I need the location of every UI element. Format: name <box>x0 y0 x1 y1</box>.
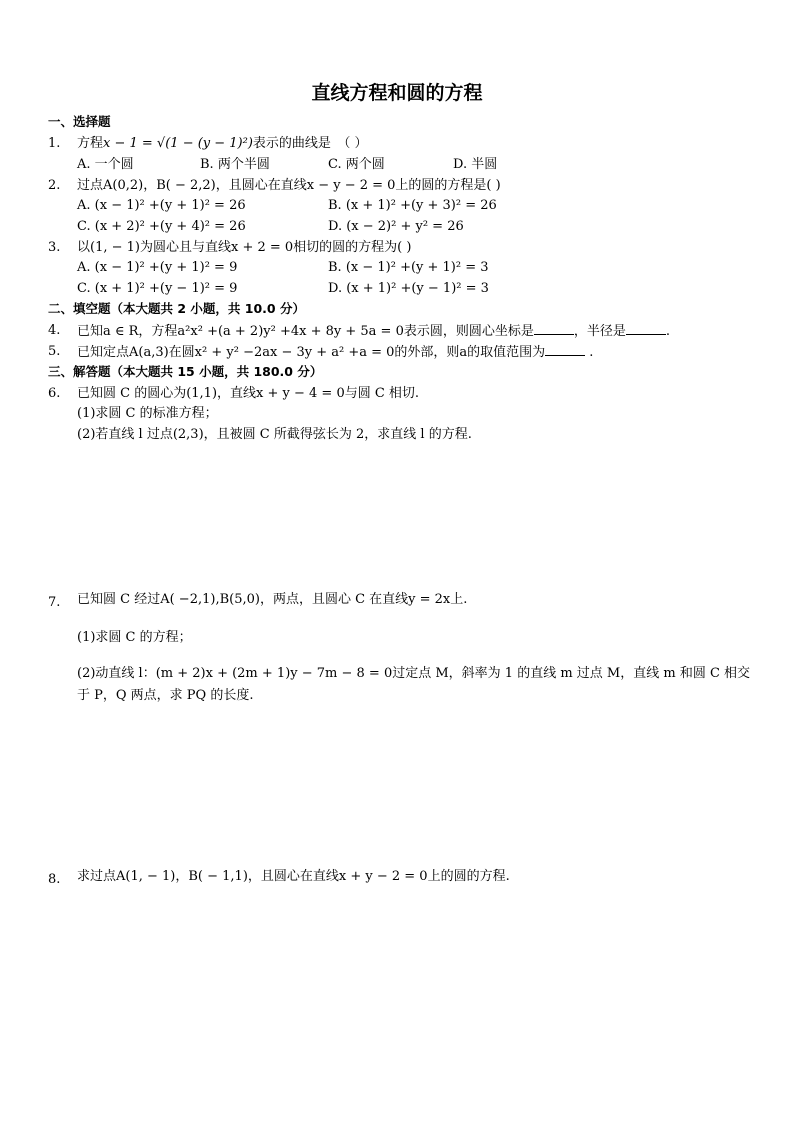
question-number: 5. <box>48 344 61 359</box>
question-4-stem <box>77 322 670 341</box>
option-c: C. 两个圆 <box>328 157 385 172</box>
option-c: C. (x + 1)² +(y − 1)² = 9 <box>77 281 238 296</box>
question-number: 3. <box>48 240 61 255</box>
option-d: D. 半圆 <box>453 157 498 172</box>
question-2-stem: 过点A(0,2)，B( − 2,2)，且圆心在直线x − y − 2 = 0上的圆的方程是( ) <box>77 178 501 193</box>
option-a: A. (x − 1)² +(y + 1)² = 26 <box>77 198 246 213</box>
question-6-part-2: (2)若直线 l 过点(2,3)，且被圆 C 所截得弦长为 2，求直线 l 的方程. <box>77 427 472 442</box>
stem-text: 方程 <box>77 136 104 151</box>
question-7-part-2: (2)动直线 l：(m + 2)x + (2m + 1)y − 7m − 8 = 0过定点 M，斜率为 1 的直线 m 过点 M，直线 m 和圆 C 相交 <box>77 666 751 681</box>
option-b: B. (x + 1)² +(y + 3)² = 26 <box>328 198 497 213</box>
question-number: 4. <box>48 323 61 338</box>
section-heading-choice: 一、选择题 <box>48 114 111 129</box>
option-a: A. (x − 1)² +(y + 1)² = 9 <box>77 260 238 275</box>
question-6-stem: 已知圆 C 的圆心为(1,1)，直线x + y − 4 = 0与圆 C 相切. <box>77 386 420 401</box>
answer-blank[interactable] <box>534 322 574 335</box>
option-a: A. 一个圆 <box>77 157 134 172</box>
answer-blank[interactable] <box>545 343 585 356</box>
option-b: B. 两个半圆 <box>200 157 270 172</box>
option-d: D. (x + 1)² +(y − 1)² = 3 <box>328 281 489 296</box>
question-5-stem <box>77 343 593 362</box>
question-3-stem: 以(1, − 1)为圆心且与直线x + 2 = 0相切的圆的方程为( ) <box>77 240 412 255</box>
question-6-part-1: (1)求圆 C 的标准方程； <box>77 406 218 421</box>
stem-text: 已知定点A(a,3)在圆x² + y² −2ax − 3y + a² +a = 0的外部，则a的取值范围为 <box>77 345 546 360</box>
option-b: B. (x − 1)² +(y + 1)² = 3 <box>328 260 489 275</box>
section-heading-solve: 三、解答题（本大题共 15 小题，共 180.0 分） <box>48 364 323 379</box>
question-8-stem: 求过点A(1, − 1)，B( − 1,1)，且圆心在直线x + y − 2 = 0上的圆的方程. <box>77 869 510 884</box>
question-number: 6. <box>48 386 61 401</box>
option-d: D. (x − 2)² + y² = 26 <box>328 219 464 234</box>
question-number: 2. <box>48 178 61 193</box>
question-number: 7. <box>48 595 61 610</box>
stem-text: 已知a ∈ R，方程a²x² +(a + 2)y² +4x + 8y + 5a = 0表示圆，则圆心坐标是 <box>77 324 534 339</box>
option-c: C. (x + 2)² +(y + 4)² = 26 <box>77 219 246 234</box>
question-7-part-1: (1)求圆 C 的方程； <box>77 630 192 645</box>
section-heading-fill: 二、填空题（本大题共 2 小题，共 10.0 分） <box>48 301 305 316</box>
question-7-stem: 已知圆 C 经过A( −2,1),B(5,0)，两点，且圆心 C 在直线y = 2x上. <box>77 592 468 607</box>
question-number: 1. <box>48 136 61 151</box>
stem-math: x − 1 = √(1 − (y − 1)²) <box>103 136 253 151</box>
stem-text: ，半径是 <box>573 324 626 339</box>
stem-text: 表示的曲线是 （ ） <box>252 136 368 151</box>
stem-text: . <box>585 345 594 360</box>
stem-text: . <box>665 324 670 339</box>
question-7-part-2-cont: 于 P，Q 两点，求 PQ 的长度. <box>77 688 254 703</box>
question-number: 8. <box>48 872 61 887</box>
answer-blank[interactable] <box>626 322 666 335</box>
question-1-stem <box>77 135 368 153</box>
page-title: 直线方程和圆的方程 <box>311 82 483 104</box>
